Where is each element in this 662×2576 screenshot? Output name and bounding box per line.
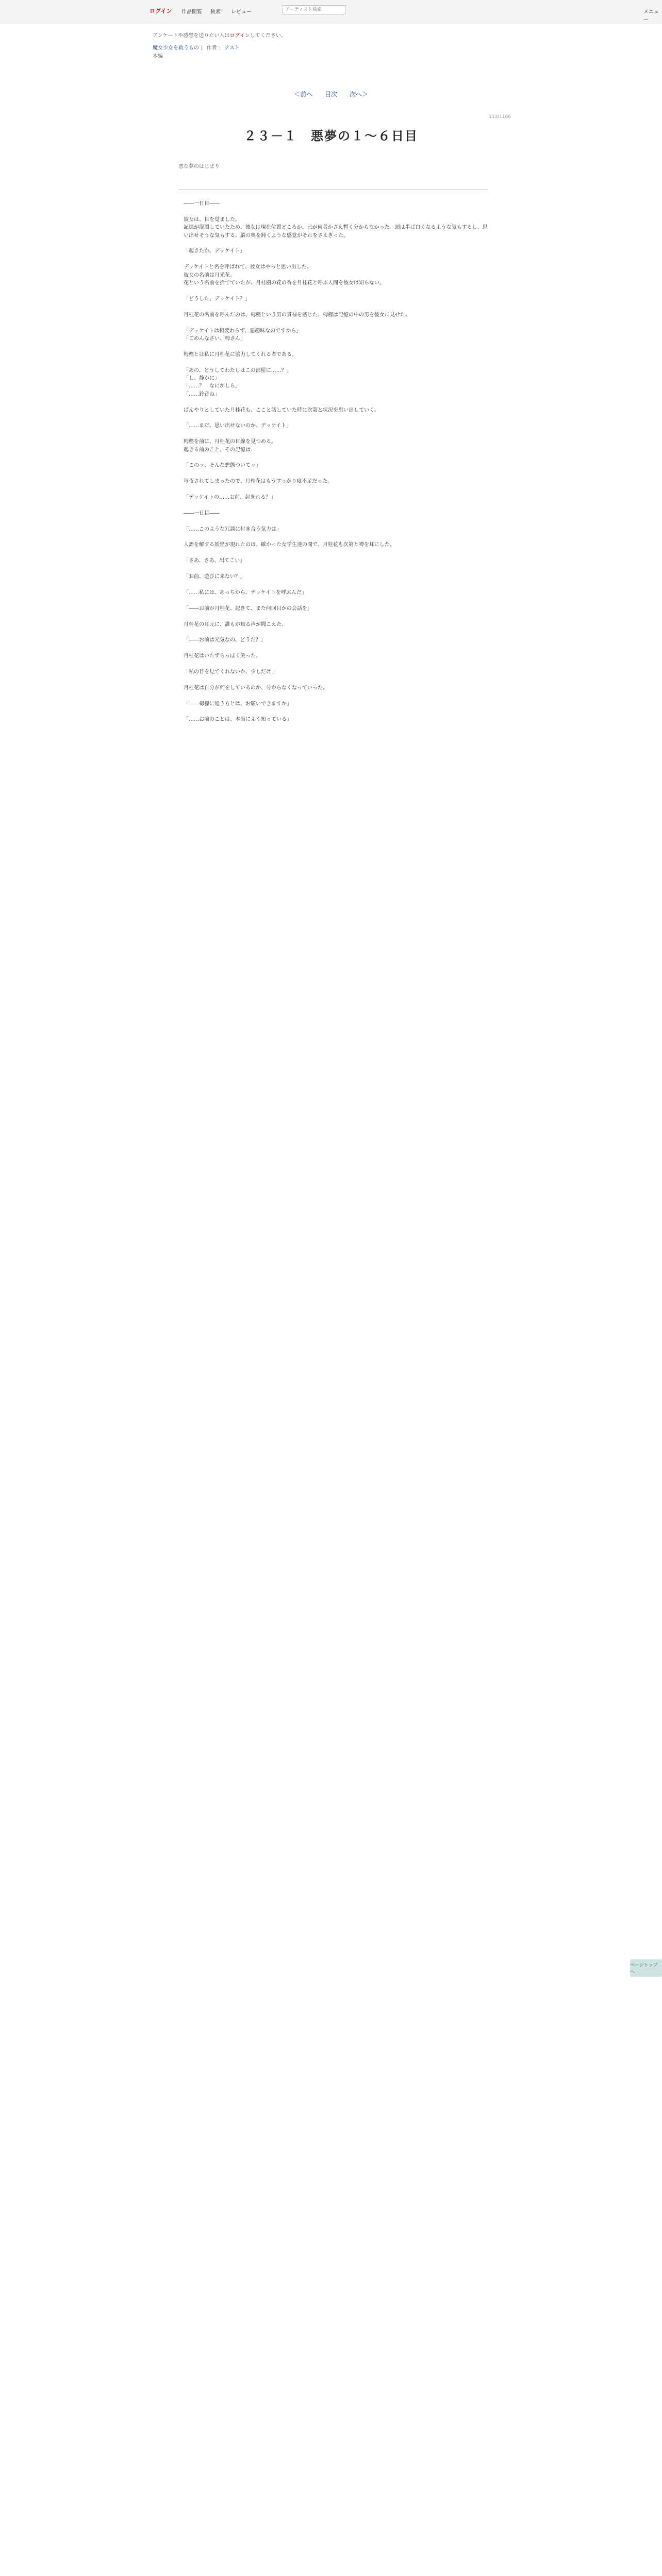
user-menu[interactable]: メニュー (643, 9, 659, 23)
body-paragraph: 「このッ、そんな悪態ついてッ」 (184, 463, 261, 469)
body-paragraph: 花という名前を捨てていたが、月桂樹の花の香を月桂花と呼ぶ人間を彼女は知らない。 (184, 280, 385, 286)
top-navigation-bar (0, 0, 662, 24)
body-paragraph (184, 501, 490, 509)
body-paragraph (184, 240, 490, 247)
body-paragraph: 「……鈴音ね」 (184, 391, 220, 397)
breadcrumb: 魔女少女を救うもの | 作者 : テスト (153, 45, 240, 51)
body-paragraph (184, 287, 490, 295)
nav-link-search[interactable]: 検索 (210, 9, 221, 15)
body-paragraph: 「……まだ、思い出せないのか、デッケイト」 (184, 423, 292, 429)
body-paragraph (184, 581, 490, 589)
page-top-button[interactable]: ページトップへ (630, 1959, 662, 1977)
toc-link[interactable]: 目次 (324, 91, 337, 98)
chapter-subtitle: 悪な夢のはじまり (178, 164, 220, 170)
body-paragraph: 「……お前のことは、本当によく知っている」 (184, 717, 292, 723)
nav-link-review[interactable]: レビュー (231, 9, 252, 15)
body-paragraph: デッケイトと名を呼ばれて、彼女はやっと思い出した。 (184, 264, 312, 270)
body-paragraph: 「どうした、デッケイト？」 (184, 296, 251, 302)
notice-login-link[interactable]: ログイン (229, 33, 250, 39)
chapter-title: ２３－１ 悪夢の１～６日目 (244, 129, 418, 143)
body-paragraph: 「……このような冗談に付き合う気力は」 (184, 526, 282, 532)
body-paragraph (184, 256, 490, 263)
login-notice: アンケートや感想を送りたい人はログインしてください。 (153, 33, 286, 39)
body-paragraph: ――一日目―― (184, 510, 220, 516)
next-page-link[interactable]: 次へ＞ (349, 91, 368, 98)
body-paragraph (184, 597, 490, 604)
body-paragraph: 月桂花の耳元に、誰もが知る声が聞こえた。 (184, 621, 287, 628)
body-paragraph (184, 613, 490, 620)
body-paragraph (184, 470, 490, 478)
body-paragraph: 彼女は、目を覚ました。 (184, 216, 240, 223)
body-paragraph: 「デッケイトは相変わらず、悪趣味なのですから」 (184, 328, 302, 334)
body-paragraph: ――一日目―― (184, 201, 220, 207)
breadcrumb-work[interactable]: 魔女少女を救うもの (153, 45, 199, 51)
body-paragraph: 「さあ、さあ、出てこい」 (184, 558, 245, 564)
chapter-pager (0, 90, 662, 98)
body-paragraph: 「……？ なにかしら」 (184, 383, 240, 389)
body-paragraph (184, 319, 490, 327)
body-paragraph: 「――お前は元気なの、どうだ？」 (184, 637, 266, 643)
body-paragraph (184, 565, 490, 573)
body-paragraph (184, 343, 490, 350)
body-paragraph (184, 660, 490, 668)
body-paragraph: 「私の目を見てくれないか、少しだけ」 (184, 669, 276, 675)
body-paragraph (184, 629, 490, 636)
body-paragraph: 「あの、どうしてわたしはこの部屋に……？」 (184, 367, 292, 374)
body-paragraph: 起きる前のこと、その記憶は (184, 447, 251, 453)
body-paragraph: 「デッケイトの……お前、起きれる？」 (184, 495, 276, 501)
body-paragraph (184, 430, 490, 438)
body-paragraph: 彼女の名前は月光花。 (184, 272, 235, 278)
body-paragraph (184, 517, 490, 525)
body-paragraph (184, 454, 490, 462)
body-paragraph: 「――栂樫に通う方とは、お願いできますか」 (184, 701, 292, 707)
body-paragraph (184, 645, 490, 652)
body-paragraph: ぱんやりとしていた月桂花も、ここと話していた時に次第と状況を思い出していく。 (184, 407, 379, 413)
body-paragraph (184, 398, 490, 406)
body-paragraph: 「ごめんなさい、栂さん」 (184, 335, 245, 342)
body-paragraph: 月桂花はいたずらっぽく笑った。 (184, 653, 261, 659)
body-paragraph (184, 549, 490, 557)
body-paragraph: 栂樫を前に、月桂花の目線を見つめる。 (184, 439, 276, 445)
breadcrumb-author-label: 作者 (206, 45, 217, 51)
body-paragraph (184, 676, 490, 684)
body-paragraph (184, 414, 490, 422)
body-paragraph (184, 692, 490, 700)
artist-search-input[interactable] (283, 5, 345, 14)
body-paragraph (184, 533, 490, 541)
chapter-body (184, 200, 490, 724)
body-paragraph (184, 359, 490, 366)
body-paragraph (184, 486, 490, 494)
body-paragraph: 「――お前が月桂花、起きて、また何回目かの会話を」 (184, 605, 312, 612)
body-paragraph: 「お前、遊びに来ない？」 (184, 574, 245, 580)
nav-link-browse[interactable]: 作品閲覧 (181, 9, 202, 15)
login-button[interactable]: ログイン (150, 8, 172, 14)
body-paragraph: 毎夜されてしまったので、月桂花はもうすっかり寝不足だった。 (184, 479, 333, 485)
breadcrumb-author[interactable]: テスト (224, 45, 240, 51)
body-paragraph: 月桂花の名前を呼んだのは、栂樫という男の貫禄を感じた。栂樫は記憶の中の男を彼女に見せた。 (184, 312, 410, 318)
series-label: 本編 (153, 54, 163, 59)
body-paragraph: 「……私には、あっちから、デッケイトを呼ぶんだ」 (184, 589, 307, 596)
work-meta (153, 32, 503, 61)
body-paragraph: 人語を解する妖怪が現れたのは、確かった女学生達の間で、月桂花も次第と噂を耳にした。 (184, 542, 395, 548)
body-paragraph (184, 708, 490, 716)
page-counter: 113/1166 (489, 114, 511, 120)
prev-page-link[interactable]: ＜前へ (294, 91, 313, 98)
body-paragraph (184, 208, 490, 215)
body-paragraph: 月桂花は自分が何をしているのか、分からなくなっていった。 (184, 685, 328, 691)
body-paragraph (184, 303, 490, 311)
body-paragraph: 「し、静かに」 (184, 375, 220, 381)
body-paragraph: 栂樫とは私に月桂花に協力してくれる者である。 (184, 351, 297, 358)
body-paragraph: 「起きたか。デッケイト」 (184, 248, 245, 255)
body-paragraph: 記憶が混濁していたため、彼女は現在位置どころか、己が何者かさえ暫く分からなかった。頭は半ば白くなるような気もするし、思い出せそうな気もする。脳の奥を鈍くような感覚がそれをさえぎった。 (184, 225, 488, 239)
